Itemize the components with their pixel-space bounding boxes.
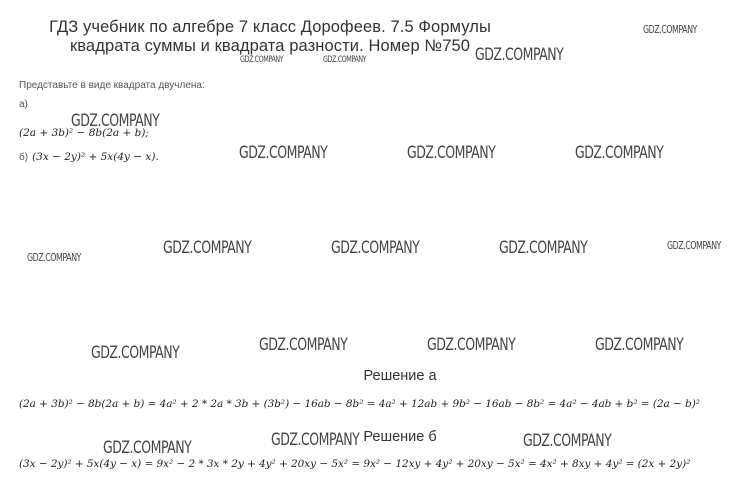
solution-text-a: (2a + 3b)² − 8b(2a + b) = 4a² + 2 * 2a * 3b + (3b²) − 16ab − 8b² = 4a² + 12ab + 9b² − 16ab − 8b² = 4a² − 4ab + b² = (2a − b)²: [19, 398, 700, 410]
watermark: GDZ.COMPANY: [103, 438, 192, 458]
task-expression-a: (2a + 3b)² − 8b(2a + b);: [19, 127, 149, 139]
page-title-line-1: ГДЗ учебник по алгебре 7 класс Дорофеев. 7.5 Формулы: [49, 18, 491, 36]
solution-heading-b: Решение б: [363, 429, 437, 445]
watermark: GDZ.COMPANY: [427, 335, 516, 355]
solution-text-b: (3x − 2y)² + 5x(4y − x) = 9x² − 2 * 3x * 2y + 4y² + 20xy − 5x² = 9x² − 12xy + 4y² + 20xy − 5x² = 4x² + 8xy + 4y² = (2x + 2y)²: [19, 458, 691, 470]
task-label-b: б): [19, 152, 29, 163]
watermark: GDZ.COMPANY: [523, 431, 612, 451]
task-expression-b: (3x − 2y)² + 5x(4y − x).: [32, 151, 159, 163]
page-title-line-2: квадрата суммы и квадрата разности. Номер №750: [69, 37, 471, 55]
watermark: GDZ.COMPANY: [475, 45, 564, 65]
watermark: GDZ.COMPANY: [595, 335, 684, 355]
watermark: GDZ.COMPANY: [575, 143, 664, 163]
task-instruction: Представьте в виде квадрата двучлена:: [19, 80, 205, 91]
task-label-a: а): [19, 99, 28, 110]
watermark: GDZ.COMPANY: [643, 23, 697, 36]
watermark: GDZ.COMPANY: [271, 430, 360, 450]
watermark: GDZ.COMPANY: [91, 343, 180, 363]
watermark: GDZ.COMPANY: [499, 238, 588, 258]
watermark: GDZ.COMPANY: [163, 238, 252, 258]
solution-heading-a: Решение а: [363, 368, 437, 384]
task-row-b: [19, 151, 159, 163]
watermark: GDZ.COMPANY: [71, 111, 160, 131]
watermark: GDZ.COMPANY: [323, 55, 367, 65]
watermark: GDZ.COMPANY: [239, 143, 328, 163]
watermark: GDZ.COMPANY: [331, 238, 420, 258]
watermark: GDZ.COMPANY: [407, 143, 496, 163]
page-title: [20, 18, 520, 56]
watermark: GDZ.COMPANY: [259, 335, 348, 355]
watermark: GDZ.COMPANY: [667, 239, 721, 252]
watermark: GDZ.COMPANY: [27, 251, 81, 264]
watermark: GDZ.COMPANY: [240, 55, 284, 65]
